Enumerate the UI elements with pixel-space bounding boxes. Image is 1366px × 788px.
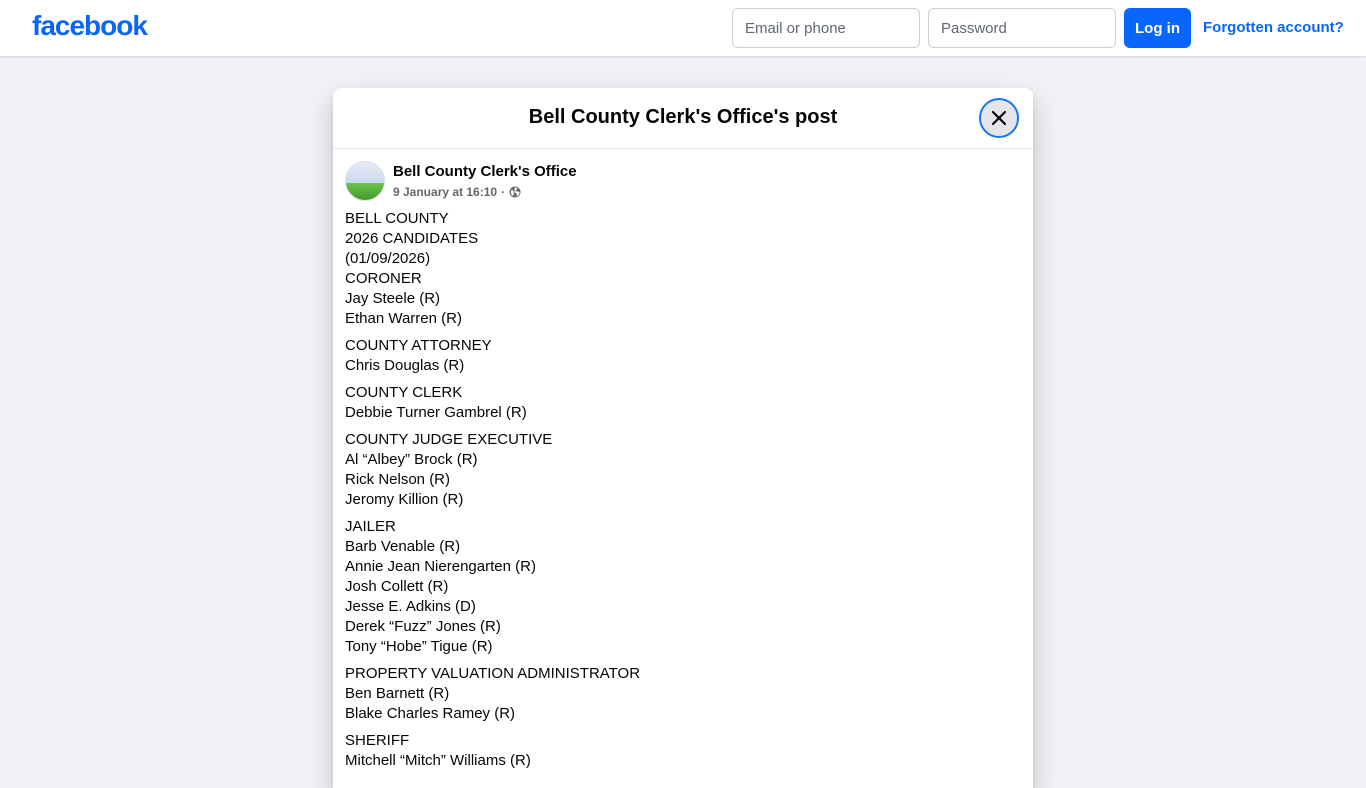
post-text-line: Barb Venable (R) (345, 538, 461, 555)
post-text-line: Rick Nelson (R) (345, 471, 451, 488)
post-text-line: Mitchell “Mitch” Williams (R) (345, 752, 531, 769)
post-text-line: Tony “Hobe” Tigue (R) (345, 638, 493, 655)
post-text-line: PROPERTY VALUATION ADMINISTRATOR (345, 665, 641, 682)
dialog-title: Bell County Clerk's Office's post (528, 106, 838, 128)
post-text-line: JAILER (345, 518, 396, 535)
post-paragraph (345, 383, 1021, 423)
post-text-line: Al “Albey” Brock (R) (345, 451, 478, 468)
post-text-line: Annie Jean Nierengarten (R) (345, 558, 536, 575)
post-text-line: 2026 CANDIDATES (345, 230, 479, 247)
post-text-line: Jeromy Killion (R) (345, 491, 464, 508)
post-paragraph (345, 209, 1021, 329)
post-text-line: BELL COUNTY (345, 210, 449, 227)
post-text-line: Jesse E. Adkins (D) (345, 598, 476, 615)
post-text-line: Jay Steele (R) (345, 290, 441, 307)
email-field[interactable] (732, 8, 920, 48)
close-button[interactable] (979, 98, 1019, 138)
password-field[interactable] (928, 8, 1116, 48)
post-paragraph (345, 430, 1021, 510)
close-icon (989, 108, 1009, 128)
post-text (333, 205, 1033, 771)
post-meta (393, 185, 521, 199)
dialog-header (333, 88, 1033, 149)
post-text-line: COUNTY ATTORNEY (345, 337, 492, 354)
meta-separator: · (501, 185, 506, 199)
post-dialog (333, 88, 1033, 788)
post-text-line: COUNTY JUDGE EXECUTIVE (345, 431, 553, 448)
facebook-logo[interactable]: facebook (32, 10, 147, 41)
post-text-line: Debbie Turner Gambrel (R) (345, 404, 527, 421)
post-text-line: COUNTY CLERK (345, 384, 463, 401)
globe-icon (509, 186, 521, 198)
top-navigation-bar (0, 0, 1366, 56)
post-text-line: Ethan Warren (R) (345, 310, 462, 327)
post-text-line: Blake Charles Ramey (R) (345, 705, 516, 722)
post-paragraph (345, 731, 1021, 771)
login-button[interactable]: Log in (1124, 8, 1191, 48)
post-header (333, 149, 1033, 205)
post-paragraph (345, 517, 1021, 657)
post-text-line: CORONER (345, 270, 422, 287)
post-text-line: SHERIFF (345, 732, 410, 749)
post-timestamp[interactable]: 9 January at 16:10 (393, 185, 498, 199)
post-paragraph (345, 336, 1021, 376)
post-text-line: Derek “Fuzz” Jones (R) (345, 618, 501, 635)
post-text-line: Ben Barnett (R) (345, 685, 450, 702)
forgotten-account-link[interactable]: Forgotten account? (1203, 19, 1344, 36)
post-text-line: (01/09/2026) (345, 250, 431, 267)
post-text-line: Josh Collett (R) (345, 578, 449, 595)
post-author-name[interactable]: Bell County Clerk's Office (393, 163, 577, 180)
avatar[interactable] (345, 161, 385, 201)
post-paragraph (345, 664, 1021, 724)
post-text-line: Chris Douglas (R) (345, 357, 465, 374)
